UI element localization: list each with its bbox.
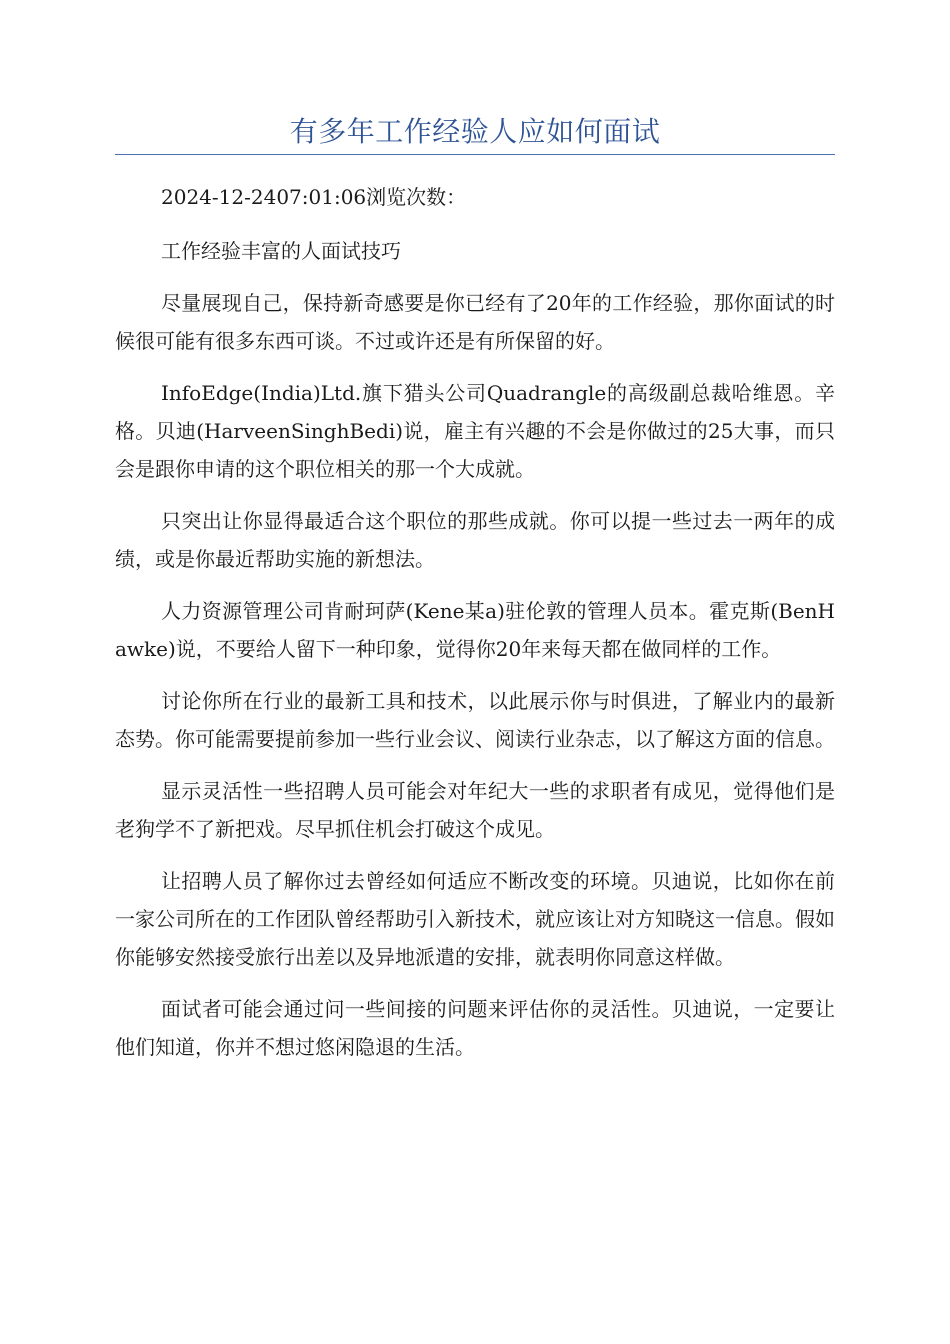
document-title: 有多年工作经验人应如何面试: [289, 115, 661, 148]
paragraph: 讨论你所在行业的最新工具和技术，以此展示你与时俱进，了解业内的最新态势。你可能需要提前参加一些行业会议、阅读行业杂志，以了解这方面的信息。: [115, 689, 835, 751]
paragraph: 人力资源管理公司肯耐珂萨(Kene某a)驻伦敦的管理人员本。霍克斯(BenHawke)说，不要给人留下一种印象，觉得你20年来每天都在做同样的工作。: [115, 599, 835, 661]
section-heading: 工作经验丰富的人面试技巧: [161, 239, 401, 263]
document-body: [115, 178, 835, 1080]
publish-meta: 2024-12-2407:01:06浏览次数：: [161, 185, 467, 209]
paragraph: 尽量展现自己，保持新奇感要是你已经有了20年的工作经验，那你面试的时候很可能有很多东西可谈。不过或许还是有所保留的好。: [115, 291, 835, 353]
paragraph: InfoEdge(India)Ltd.旗下猎头公司Quadrangle的高级副总裁哈维恩。辛格。贝迪(HarveenSinghBedi)说，雇主有兴趣的不会是你做过的25大事，而只会是跟你申请的这个职位相关的那一个大成就。: [115, 381, 835, 481]
title-underline: [115, 154, 835, 155]
paragraph: 面试者可能会通过问一些间接的问题来评估你的灵活性。贝迪说，一定要让他们知道，你并不想过悠闲隐退的生活。: [115, 997, 835, 1059]
paragraph: 让招聘人员了解你过去曾经如何适应不断改变的环境。贝迪说，比如你在前一家公司所在的工作团队曾经帮助引入新技术，就应该让对方知晓这一信息。假如你能够安然接受旅行出差以及异地派遣的安排，就表明你同意这样做。: [115, 869, 835, 969]
paragraph: 只突出让你显得最适合这个职位的那些成就。你可以提一些过去一两年的成绩，或是你最近帮助实施的新想法。: [115, 509, 835, 571]
paragraph: 显示灵活性一些招聘人员可能会对年纪大一些的求职者有成见，觉得他们是老狗学不了新把戏。尽早抓住机会打破这个成见。: [115, 779, 835, 841]
